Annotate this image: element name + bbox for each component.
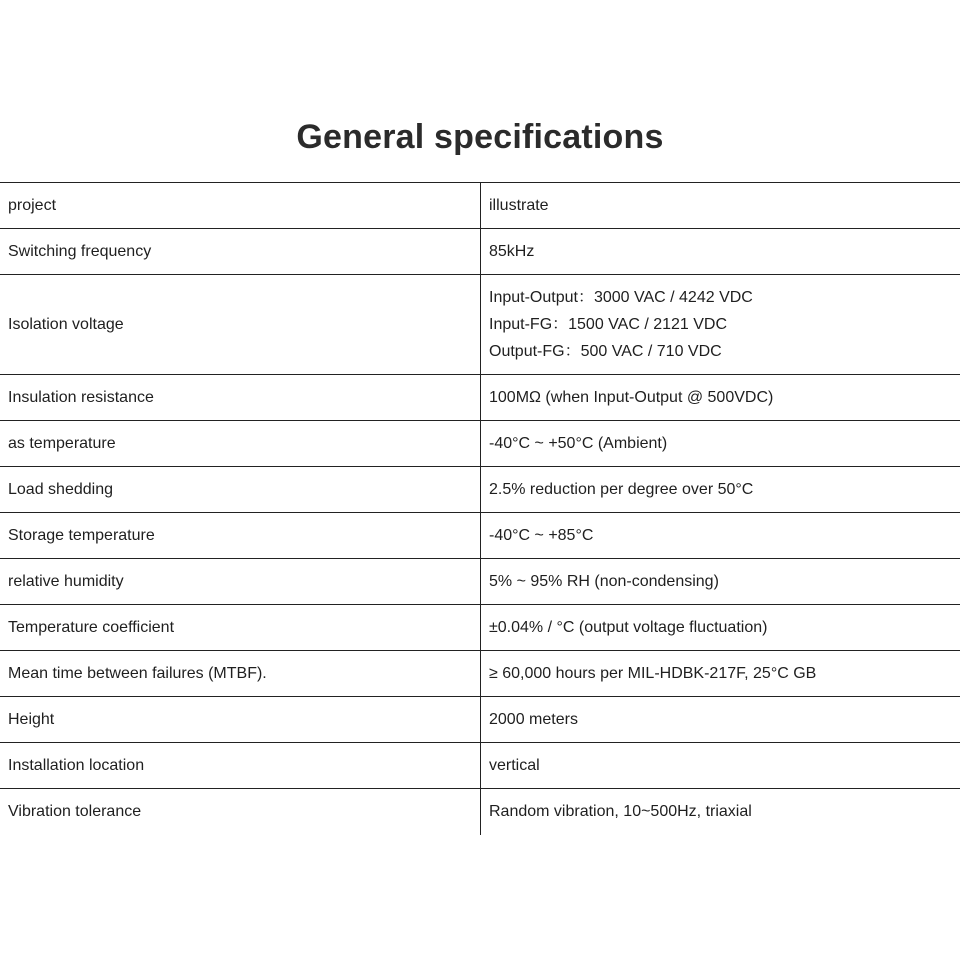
spec-parameter-cell: Height	[0, 697, 481, 743]
spec-value-cell	[481, 467, 960, 513]
spec-value-line: 5% ~ 95% RH (non-condensing)	[489, 573, 719, 590]
spec-parameter-cell: Vibration tolerance	[0, 789, 481, 835]
spec-parameter-cell: Insulation resistance	[0, 375, 481, 421]
spec-value-line: vertical	[489, 757, 540, 774]
spec-value-line: Random vibration, 10~500Hz, triaxial	[489, 803, 752, 821]
spec-value-cell	[481, 697, 960, 743]
spec-value-cell	[481, 421, 960, 467]
table-row	[0, 697, 960, 743]
spec-value-line: ±0.04% / °C (output voltage fluctuation)	[489, 619, 768, 636]
table-row	[0, 375, 960, 421]
spec-value-line: -40°C ~ +50°C (Ambient)	[489, 435, 668, 452]
spec-value-line: Input-FG：1500 VAC / 2121 VDC	[489, 316, 728, 333]
spec-value-cell	[481, 275, 960, 375]
spec-parameter-cell: Isolation voltage	[0, 275, 481, 375]
header-cell-project: project	[0, 183, 481, 229]
spec-parameter-cell: Mean time between failures (MTBF).	[0, 651, 481, 697]
spec-value-line: 2000 meters	[489, 711, 578, 728]
table-row	[0, 421, 960, 467]
table-row	[0, 559, 960, 605]
specifications-table	[0, 182, 960, 835]
spec-value-line: 2.5% reduction per degree over 50°C	[489, 481, 754, 498]
page-title: General specifications	[296, 118, 664, 156]
spec-value-cell	[481, 605, 960, 651]
table-header-row	[0, 183, 960, 229]
spec-parameter-cell: Installation location	[0, 743, 481, 789]
table-row	[0, 605, 960, 651]
spec-parameter-cell: Switching frequency	[0, 229, 481, 275]
spec-value-cell	[481, 789, 960, 835]
spec-parameter-cell: Load shedding	[0, 467, 481, 513]
spec-parameter-cell: Temperature coefficient	[0, 605, 481, 651]
spec-value-line: 85kHz	[489, 243, 535, 260]
table-row	[0, 229, 960, 275]
spec-value-line: Output-FG：500 VAC / 710 VDC	[489, 343, 722, 360]
spec-value-line: -40°C ~ +85°C	[489, 527, 594, 544]
table-row	[0, 513, 960, 559]
header-cell-illustrate: illustrate	[481, 183, 960, 229]
spec-value-cell	[481, 651, 960, 697]
table-row	[0, 651, 960, 697]
spec-parameter-cell: relative humidity	[0, 559, 481, 605]
spec-parameter-cell: as temperature	[0, 421, 481, 467]
spec-value-line: 100MΩ (when Input-Output @ 500VDC)	[489, 389, 774, 406]
table-row	[0, 789, 960, 835]
spec-value-cell	[481, 229, 960, 275]
table-row	[0, 275, 960, 375]
spec-value-cell	[481, 513, 960, 559]
spec-value-line: ≥ 60,000 hours per MIL-HDBK-217F, 25°C GB	[489, 665, 817, 682]
table-row	[0, 743, 960, 789]
spec-value-line: Input-Output：3000 VAC / 4242 VDC	[489, 289, 753, 306]
spec-value-cell	[481, 559, 960, 605]
table-row	[0, 467, 960, 513]
spec-value-cell	[481, 743, 960, 789]
spec-parameter-cell: Storage temperature	[0, 513, 481, 559]
spec-value-cell	[481, 375, 960, 421]
